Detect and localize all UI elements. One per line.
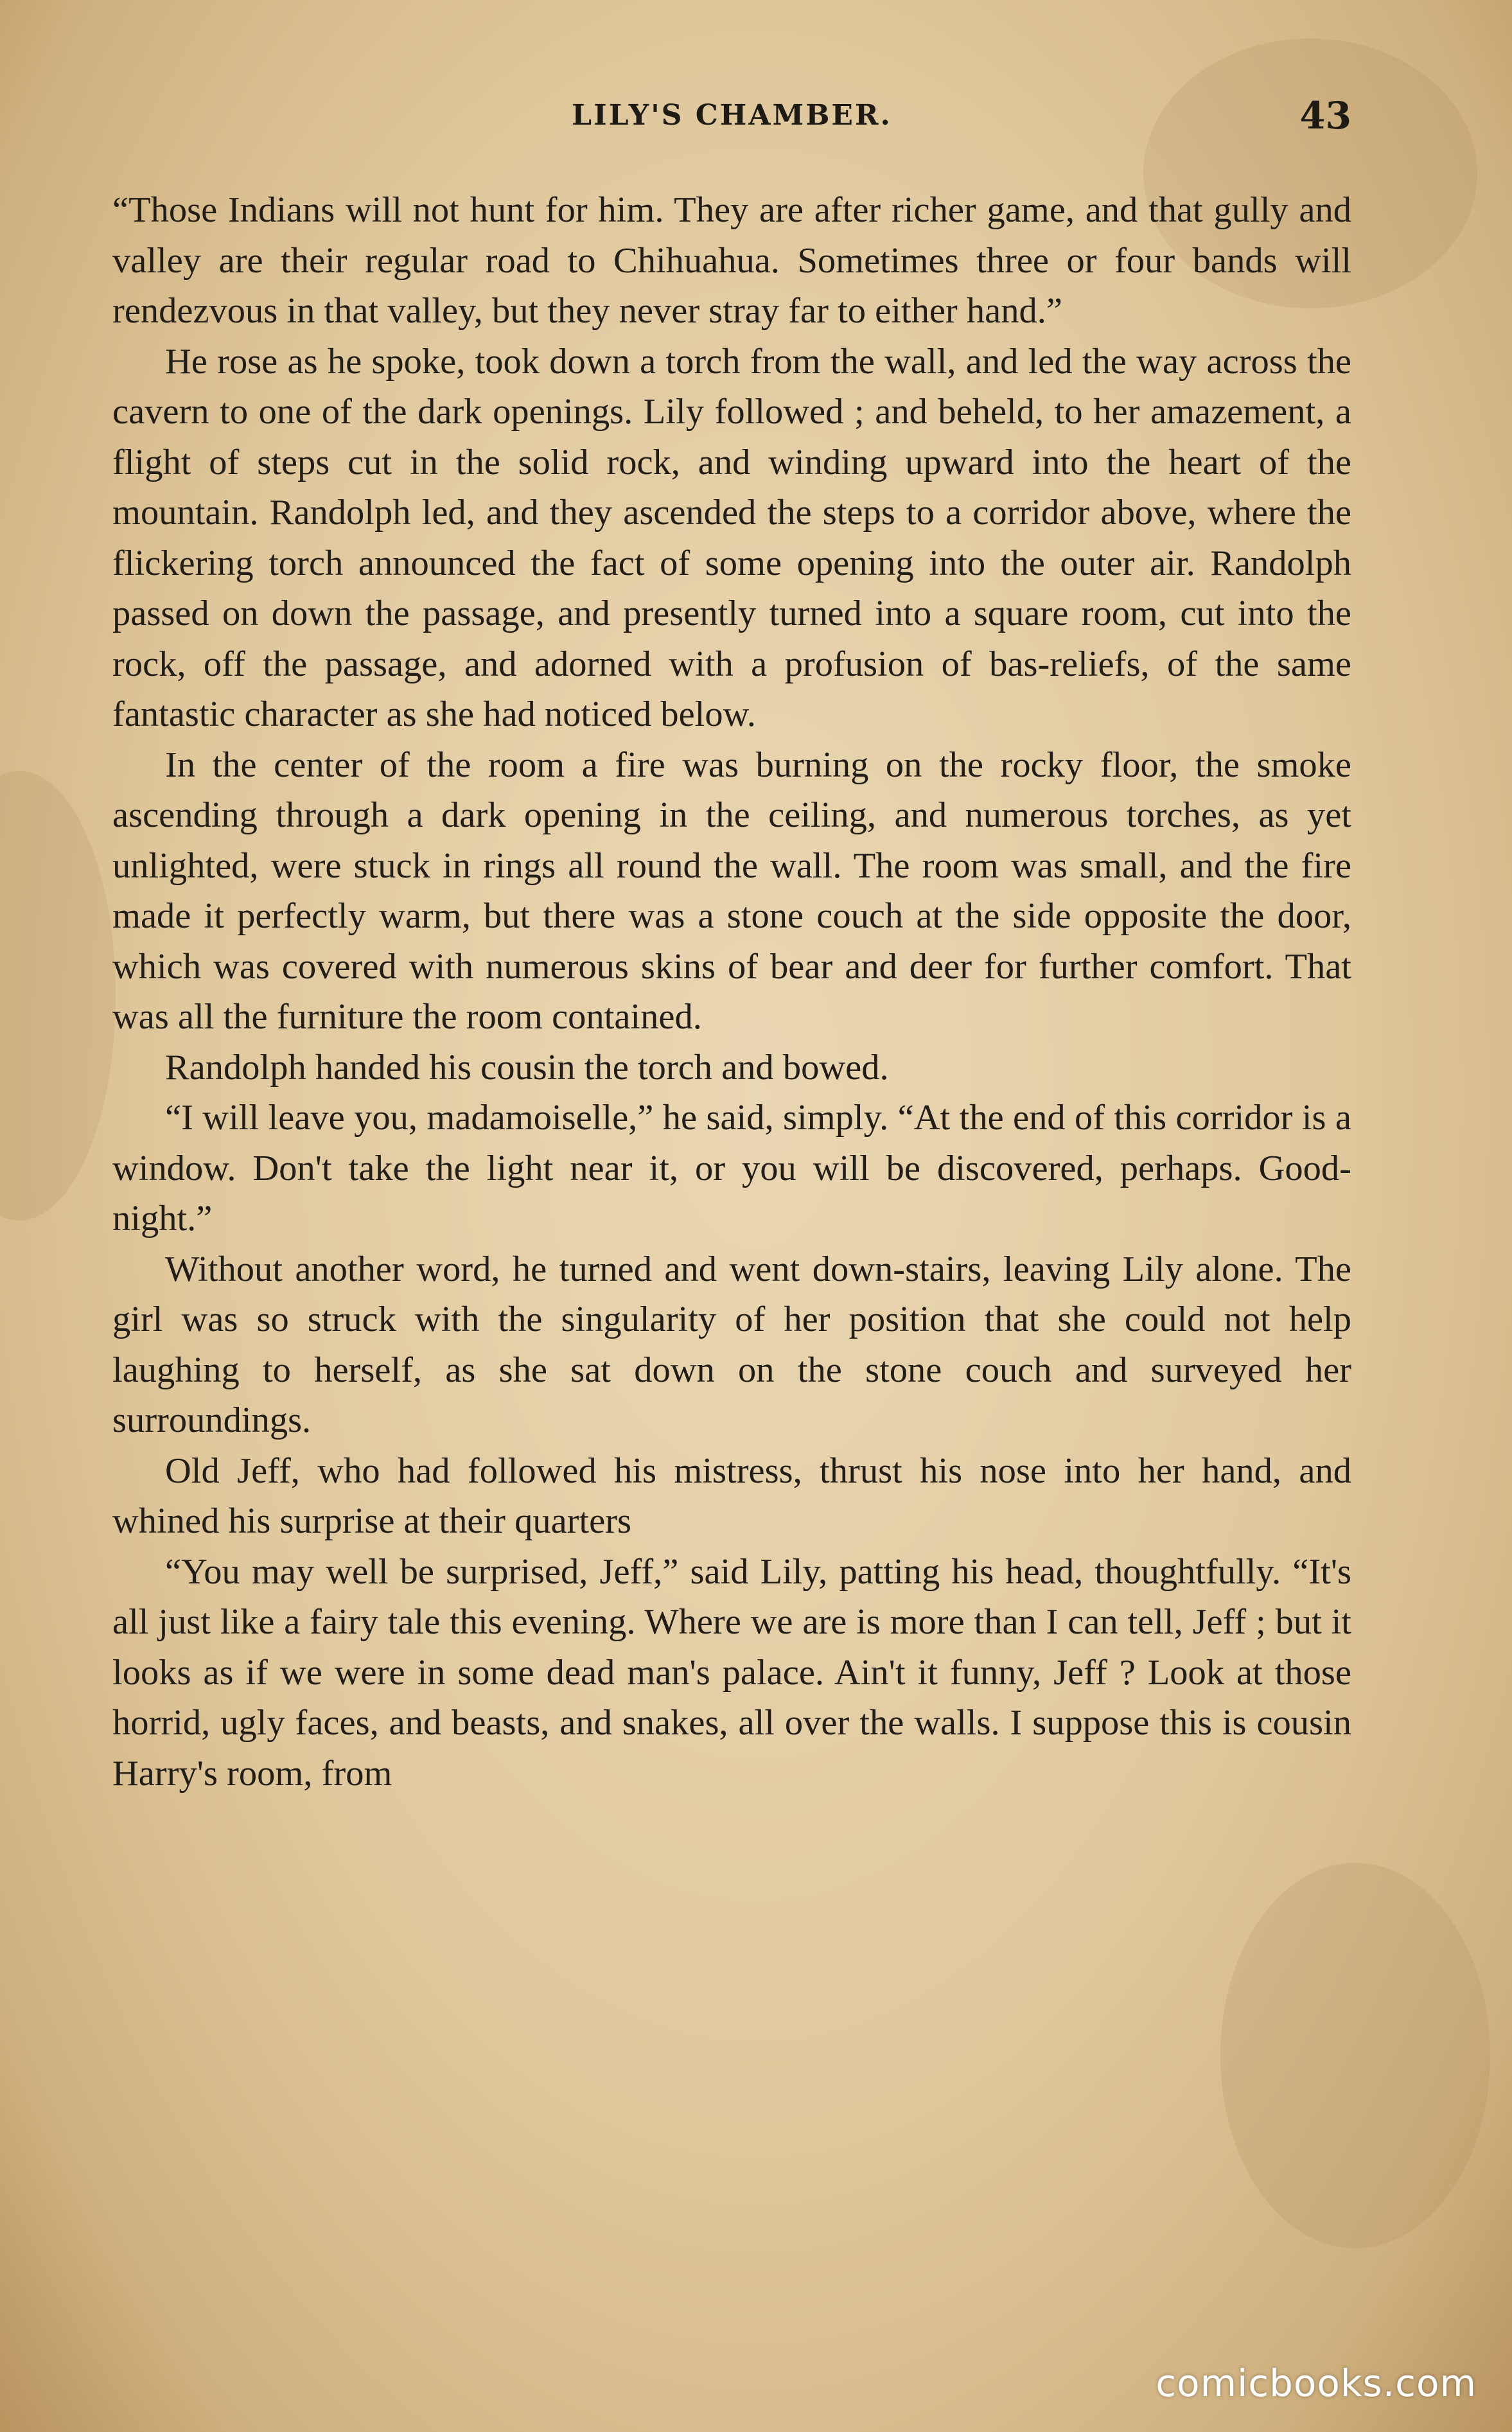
paper-stain [1220, 1863, 1490, 2248]
paragraph: Without another word, he turned and went down-stairs, leaving Lily alone. The girl was so struck with the singularity of her position that she could not help laughing to herself, as she sat down on the stone couch and surveyed her surroundings. [112, 1249, 1351, 1440]
running-title: LILY'S CHAMBER. [572, 99, 892, 132]
paragraph: “You may well be surprised, Jeff,” said Lily, patting his head, thoughtfully. “It's all just like a fairy tale this evening. Where we are is more than I can tell, Jeff ; but it looks as if we were in some dead man's palace. Ain't it funny, Jeff ? Look at those horrid, ugly faces, and beasts, and snakes, all over the walls. I suppose this is cousin Harry's room, from [112, 1551, 1351, 1793]
page-header [112, 90, 1351, 141]
paragraph: He rose as he spoke, took down a torch from the wall, and led the way across the cavern to one of the dark openings. Lily followed ; and beheld, to her amazement, a flight of steps cut in the solid rock, and winding upward into the heart of the mountain. Randolph led, and they ascended the steps to a corridor above, where the flickering torch announced the fact of some opening into the outer air. Randolph passed on down the passage, and presently turned into a square room, cut into the rock, off the passage, and adorned with a profusion of bas-reliefs, of the same fantastic character as she had noticed below. [112, 341, 1351, 734]
paragraph: “Those Indians will not hunt for him. They are after richer game, and that gully and valley are their regular road to Chihuahua. Sometimes three or four bands will rendezvous in that valley, but they never stray far to either hand.” [112, 190, 1351, 331]
paragraph: In the center of the room a fire was burning on the rocky floor, the smoke ascending through a dark opening in the ceiling, and numerous torches, as yet unlighted, were stuck in rings all round the wall. The room was small, and the fire made it perfectly warm, but there was a stone couch at the side opposite the door, which was covered with numerous skins of bear and deer for further comfort. That was all the furniture the room contained. [112, 745, 1351, 1037]
page-number: 43 [1299, 94, 1351, 137]
paragraph: “I will leave you, madamoiselle,” he said, simply. “At the end of this corridor is a window. Don't take the light near it, or you will be discovered, perhaps. Good-night.” [112, 1098, 1351, 1238]
watermark: comicbooks.com [1156, 2361, 1477, 2405]
paragraph: Old Jeff, who had followed his mistress, thrust his nose into her hand, and whined his surprise at their quarters [112, 1450, 1351, 1541]
paper-stain [0, 771, 116, 1220]
page-body [112, 185, 1351, 1799]
paragraph: Randolph handed his cousin the torch and bowed. [165, 1047, 889, 1088]
